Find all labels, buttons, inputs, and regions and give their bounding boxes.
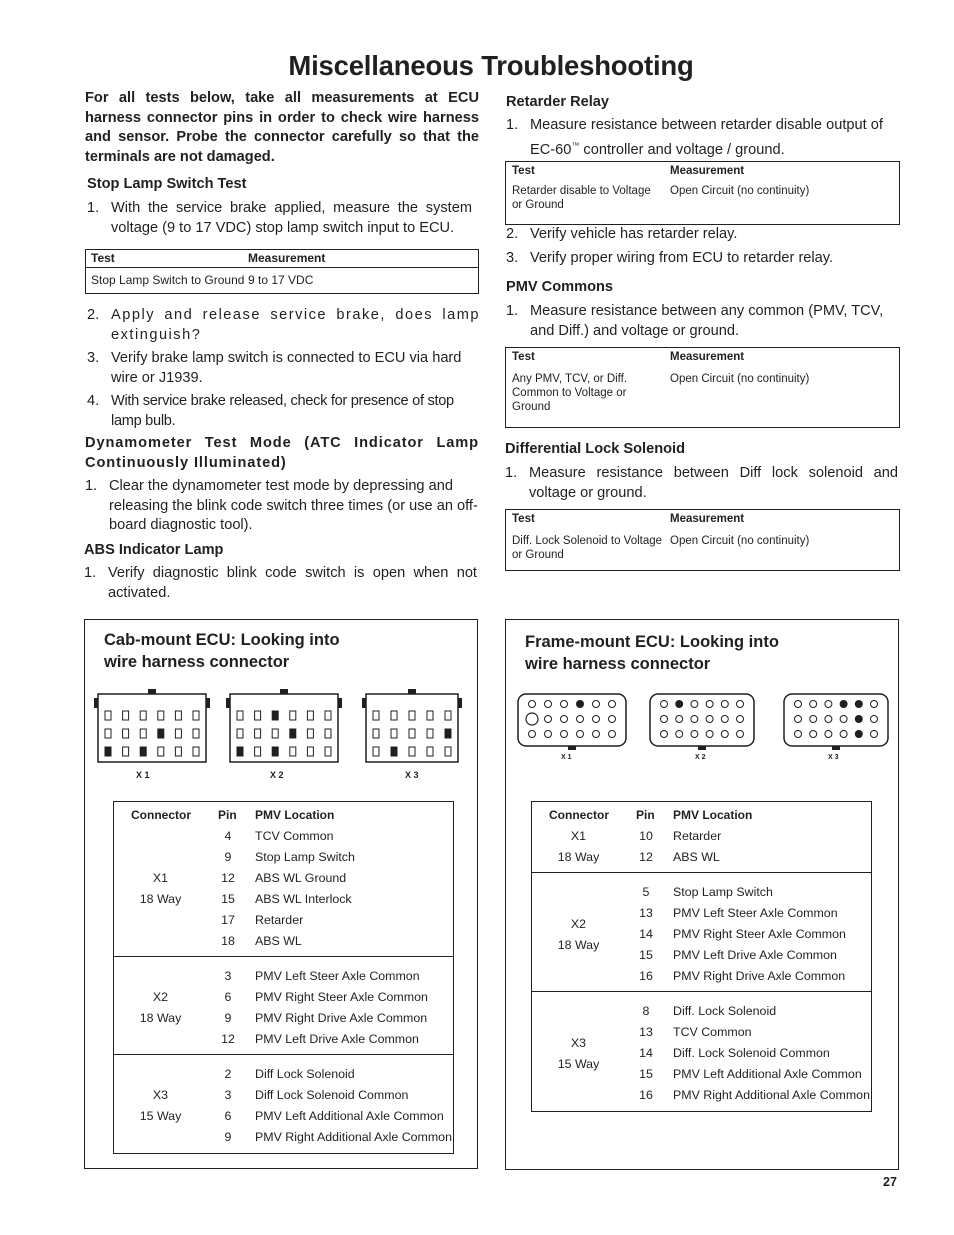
pin-number: 2 [224,1067,232,1081]
pin-location: PMV Right Additional Axle Common [673,1088,870,1102]
connector-pin [237,747,243,756]
pin-number: 12 [221,871,235,885]
step-number: 1. [85,478,98,494]
diff-heading: Differential Lock Solenoid [505,441,686,457]
stop-lamp-step-3 [87,349,480,388]
connector-name: X1 [570,829,587,843]
pin-location: PMV Right Steer Axle Common [673,927,846,941]
connector-pin [255,747,261,756]
pin-location: ABS WL Interlock [255,892,352,906]
connector-way: 15 Way [139,1109,182,1123]
pin-number: 14 [639,1046,653,1060]
pin-number: 16 [639,1088,653,1102]
connector-pin [175,729,181,738]
connector-pin [855,731,862,738]
retarder-heading: Retarder Relay [506,94,610,110]
connector-pin [855,701,862,708]
connector-pin [307,711,313,720]
step-text: Verify brake lamp switch is connected to ECU via hard wire or J1939. [111,350,462,386]
pin-location: PMV Left Drive Axle Common [673,948,837,962]
pin-location: Diff. Lock Solenoid Common [673,1046,830,1060]
pin-number: 9 [224,850,232,864]
connector-key [832,746,840,750]
connector-pin [272,729,278,738]
step-text: Apply and release service brake, does lamp extinguish? [111,307,480,343]
table-header-measurement: Measurement [248,251,326,265]
pin-number: 6 [224,990,232,1004]
connector-pin [140,711,146,720]
connector-pin [123,711,129,720]
table-cell-test: Stop Lamp Switch to Ground [91,273,245,287]
stop-lamp-step-4 [87,392,481,431]
connector-pin [193,729,199,738]
page-title: Miscellaneous Troubleshooting [288,50,694,81]
connector-pin [158,747,164,756]
pin-number: 15 [639,948,653,962]
connector-pin [676,731,683,738]
title-line: Cab-mount ECU: Looking into [104,631,340,649]
pin-number: 15 [639,1067,653,1081]
connector-pin [661,701,668,708]
pin-number: 3 [224,969,232,983]
connector-pin [545,731,552,738]
step-text: With service brake released, check for presence of stop lamp bulb. [111,393,454,429]
pin-number: 10 [639,829,653,843]
step-text [506,116,900,160]
stop-lamp-heading: Stop Lamp Switch Test [87,176,247,192]
step-text: Clear the dynamometer test mode by depressing and releasing the blink code switch three times (or use an off-board diagnostic tool). [109,478,478,533]
pin-location: ABS WL [673,850,720,864]
page-number: 27 [883,1175,897,1189]
step-text: Verify vehicle has retarder relay. [530,226,738,242]
connector-pin [105,747,111,756]
connector-pin [427,711,433,720]
connector-latch [458,698,462,708]
connector-pin [545,701,552,708]
abs-lamp-heading: ABS Indicator Lamp [84,542,224,558]
cab-connector-label-x2: X 2 [270,770,284,780]
pin-location: PMV Right Drive Axle Common [673,969,846,983]
connector-pin [721,716,728,723]
step-number: 4. [87,393,100,409]
pin-location: PMV Left Additional Axle Common [673,1067,862,1081]
step-text: Verify diagnostic blink code switch is open when not activated. [108,565,477,601]
cab-connector-label-x3: X 3 [405,770,419,780]
pin-location: PMV Right Steer Axle Common [255,990,428,1004]
step-number: 3. [506,250,519,266]
connector-pin [427,729,433,738]
pin-location: PMV Left Steer Axle Common [673,906,838,920]
stop-lamp-step-2 [87,306,480,345]
connector-pin [810,701,817,708]
connector-pin [871,731,878,738]
frame-connector-label-x2: X 2 [695,754,706,761]
table-header-test: Test [512,513,535,525]
step-number: 1. [87,200,100,216]
connector-pin [676,701,683,708]
connector-pin [325,711,331,720]
connector-name: X2 [152,990,169,1004]
table-cell-measurement: Open Circuit (no continuity) [670,185,810,197]
table-cell-measurement: Open Circuit (no continuity) [670,535,810,547]
connector-pin [737,731,744,738]
step-text-part: controller and voltage / ground. [579,141,785,158]
pin-location: PMV Left Additional Axle Common [255,1109,444,1123]
title-line: wire harness connector [525,655,711,673]
connector-pin [561,731,568,738]
connector-pin [721,701,728,708]
step-number: 1. [84,565,97,581]
step-text: With the service brake applied, measure the system voltage (9 to 17 VDC) stop lamp switch input to ECU. [111,200,472,236]
step-text: Verify proper wiring from ECU to retarder relay. [530,250,834,266]
connector-pin [373,729,379,738]
connector-housing [230,694,338,762]
connector-pin [661,731,668,738]
connector-pin [871,716,878,723]
pin-location: Stop Lamp Switch [255,850,355,864]
diff-table [505,509,900,571]
step-number: 1. [505,465,518,481]
connector-pin [445,747,451,756]
connector-pin [825,716,832,723]
pin-location: Retarder [673,829,722,843]
pin-location: PMV Left Steer Axle Common [255,969,420,983]
connector-pin [105,711,111,720]
retarder-table [505,161,900,225]
retarder-step-3 [506,249,900,269]
pin-number: 17 [221,913,235,927]
connector-pin [825,731,832,738]
cab-pin-table [113,801,454,1154]
connector-pin [237,711,243,720]
connector-pin [391,711,397,720]
connector-pin [290,729,296,738]
connector-name: X2 [570,916,587,931]
pin-location: PMV Right Drive Axle Common [255,1011,428,1025]
connector-key [698,746,706,750]
pin-location: PMV Right Additional Axle Common [255,1130,452,1144]
connector-pin [123,729,129,738]
connector-pin [561,701,568,708]
pin-number: 3 [224,1088,232,1102]
connector-pin [609,716,616,723]
stop-lamp-table [85,249,479,294]
abs-lamp-step-1 [84,564,477,603]
pin-location: TCV Common [255,829,334,843]
table-header-measurement: Measurement [670,351,745,363]
pin-number: 9 [224,1130,232,1144]
connector-pin [272,711,278,720]
table-divider [86,267,478,268]
step-text: Measure resistance between any common (PMV, TCV, and Diff.) and voltage or ground. [530,303,884,339]
connector-pin [529,731,536,738]
connector-pin [691,731,698,738]
table-cell-measurement: Open Circuit (no continuity) [670,373,810,385]
connector-name: X1 [152,871,169,885]
frame-connector-label-x1: X 1 [561,754,572,761]
header-connector: Connector [131,808,191,822]
connector-pin [290,711,296,720]
connector-pin [175,711,181,720]
connector-pin [140,729,146,738]
pin-location: Retarder [255,913,304,927]
pin-number: 12 [639,850,653,864]
pin-number: 13 [639,1025,653,1039]
connector-way: 15 Way [557,1056,600,1071]
connector-pin [158,711,164,720]
connector-pin [840,716,847,723]
step-number: 2. [87,307,100,323]
pin-number: 18 [221,934,235,948]
header-location: PMV Location [673,808,753,822]
connector-pin [409,747,415,756]
connector-way: 18 Way [557,937,600,952]
table-cell-test: Diff. Lock Solenoid to Voltage or Ground [512,535,663,561]
connector-pin [290,747,296,756]
trademark-symbol: ™ [571,140,580,150]
connector-housing [98,694,206,762]
connector-way: 18 Way [139,892,182,906]
connector-pin [577,701,584,708]
pmv-table [505,347,900,428]
group-divider [114,956,453,957]
pin-location: Diff Lock Solenoid Common [255,1088,409,1102]
table-header-test: Test [512,165,535,177]
title-line: wire harness connector [104,653,290,671]
connector-pin [307,747,313,756]
connector-pin [706,731,713,738]
connector-pin [706,716,713,723]
table-cell-measurement: 9 to 17 VDC [248,273,314,287]
connector-pin [840,731,847,738]
cab-connector-label-x1: X 1 [136,770,150,780]
table-header-test: Test [91,251,115,265]
connector-pin [810,716,817,723]
connector-key [280,689,288,694]
connector-pin [545,716,552,723]
group-divider [114,1054,453,1055]
pin-location: Stop Lamp Switch [673,885,773,899]
pmv-heading: PMV Commons [506,279,614,295]
connector-pin [427,747,433,756]
table-cell-test: Retarder disable to Voltage or Ground [512,185,651,211]
connector-pin-large [526,713,538,725]
connector-pin [193,711,199,720]
connector-key [568,746,576,750]
pin-number: 5 [642,885,650,899]
retarder-step-1 [506,116,900,160]
connector-pin [593,731,600,738]
connector-pin [123,747,129,756]
connector-pin [795,701,802,708]
connector-name: X3 [152,1088,169,1102]
connector-pin [391,747,397,756]
connector-pin [825,701,832,708]
connector-pin [577,716,584,723]
pin-location: PMV Left Drive Axle Common [255,1032,419,1046]
connector-way: 18 Way [557,850,600,864]
connector-pin [325,729,331,738]
pin-number: 16 [639,969,653,983]
connector-pin [409,711,415,720]
connector-pin [706,701,713,708]
connector-way: 18 Way [139,1011,182,1025]
connector-latch [94,698,98,708]
connector-pin [855,716,862,723]
connector-pin [529,701,536,708]
frame-pin-table [531,801,872,1112]
pin-location: Diff Lock Solenoid [255,1067,355,1081]
connector-pin [661,716,668,723]
pin-location: ABS WL Ground [255,871,347,885]
connector-pin [737,701,744,708]
diff-step-1 [505,464,898,503]
connector-pin [272,747,278,756]
connector-key [408,689,416,694]
connector-pin [593,716,600,723]
pin-location: TCV Common [673,1025,752,1039]
step-text: Measure resistance between Diff lock solenoid and voltage or ground. [529,465,898,501]
connector-pin [175,747,181,756]
frame-connector-label-x3: X 3 [828,754,839,761]
connector-pin [691,701,698,708]
pin-number: 13 [639,906,653,920]
pin-number: 6 [224,1109,232,1123]
connector-pin [373,747,379,756]
pin-number: 12 [221,1032,235,1046]
intro-paragraph: For all tests below, take all measurements at ECU harness connector pins in order to check wire harness and sensor. Probe the connector carefully so that the terminals are not damaged. [85,90,479,165]
ec60-label: EC-60 [530,141,572,158]
connector-pin [325,747,331,756]
pin-number: 4 [224,829,232,843]
connector-pin [193,747,199,756]
connector-pin [255,711,261,720]
connector-pin [609,701,616,708]
retarder-step-2 [506,225,900,245]
dyno-heading: Dynamometer Test Mode (ATC Indicator Lamp Continuously Illuminated) [85,435,479,471]
connector-pin [691,716,698,723]
dyno-step-1 [85,477,478,536]
header-pin: Pin [218,808,237,822]
connector-latch [226,698,230,708]
stop-lamp-step-1 [87,199,472,238]
connector-pin [577,731,584,738]
table-header-measurement: Measurement [670,513,745,525]
pin-number: 8 [642,1004,650,1018]
connector-pin [871,701,878,708]
title-line: Frame-mount ECU: Looking into [525,633,779,651]
step-number: 2. [506,226,519,242]
pin-location: ABS WL [255,934,302,948]
connector-pin [721,731,728,738]
step-text-part: Measure resistance between retarder disable output of [530,117,883,133]
connector-pin [445,729,451,738]
header-pin: Pin [636,808,655,822]
pin-location: Diff. Lock Solenoid [673,1004,777,1018]
connector-pin [810,731,817,738]
connector-pin [158,729,164,738]
pin-number: 15 [221,892,235,906]
header-location: PMV Location [255,808,335,822]
table-header-test: Test [512,351,535,363]
connector-pin [840,701,847,708]
connector-pin [307,729,313,738]
step-number: 1. [506,303,519,319]
connector-pin [737,716,744,723]
connector-pin [391,729,397,738]
connector-pin [561,716,568,723]
connector-name: X3 [570,1035,587,1050]
connector-pin [795,716,802,723]
table-header-measurement: Measurement [670,165,745,177]
cab-mount-title [104,629,340,673]
pin-number: 14 [639,927,653,941]
connector-latch [206,698,210,708]
pmv-step-1 [506,302,900,341]
frame-mount-title [525,631,779,675]
group-divider [532,872,871,873]
connector-pin [593,701,600,708]
connector-pin [795,731,802,738]
table-cell-test: Any PMV, TCV, or Diff. Common to Voltage or Ground [512,373,628,413]
connector-pin [609,731,616,738]
connector-pin [255,729,261,738]
connector-latch [338,698,342,708]
header-connector: Connector [549,808,609,822]
connector-key [148,689,156,694]
connector-pin [676,716,683,723]
step-number: 1. [506,117,519,133]
group-divider [532,991,871,992]
connector-pin [237,729,243,738]
step-number: 3. [87,350,100,366]
pin-number: 9 [224,1011,232,1025]
connector-pin [409,729,415,738]
connector-pin [140,747,146,756]
connector-latch [362,698,366,708]
connector-pin [105,729,111,738]
connector-pin [445,711,451,720]
connector-pin [373,711,379,720]
